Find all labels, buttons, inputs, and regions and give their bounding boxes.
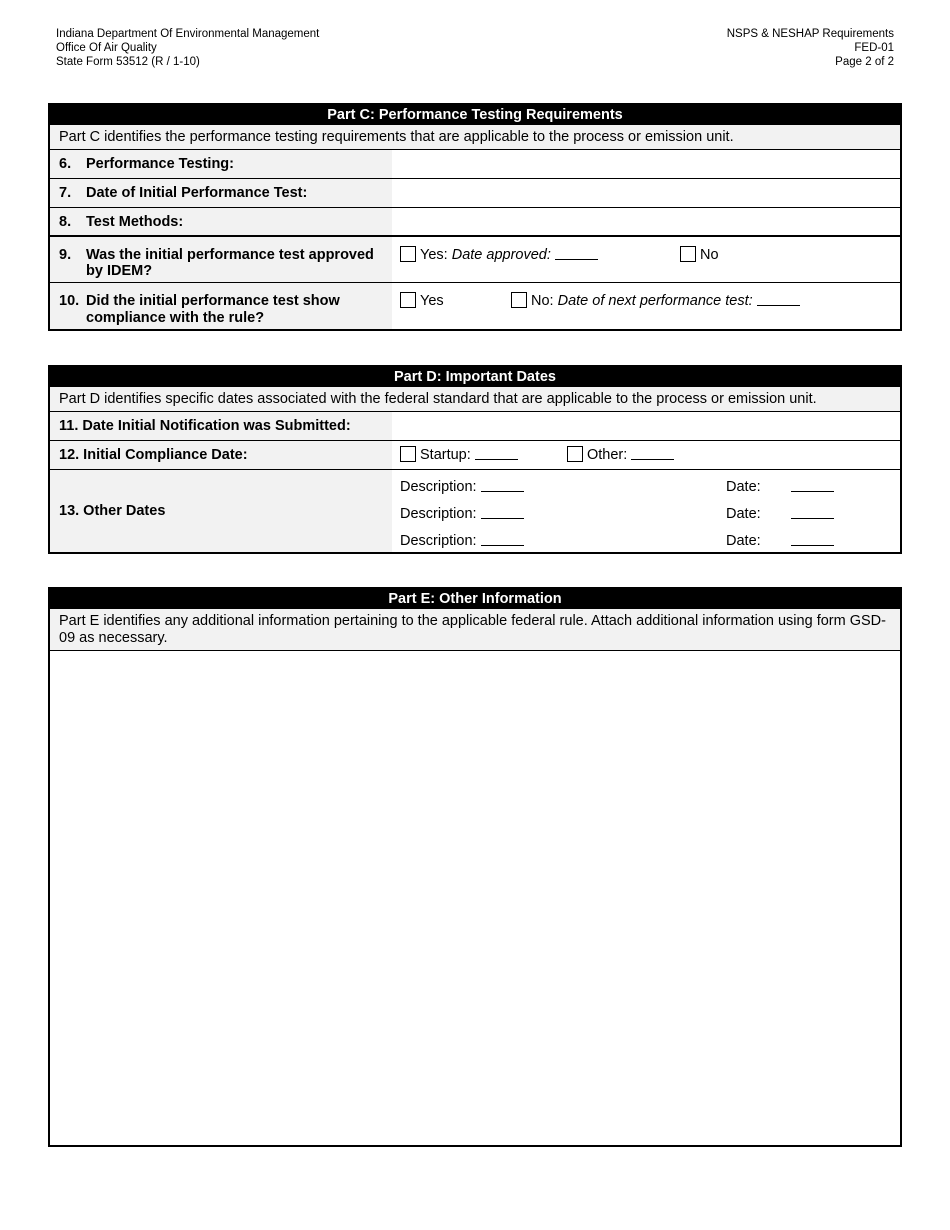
- description-3: [400, 533, 524, 549]
- next-test-date-label: Date of next performance test:: [557, 293, 753, 309]
- part-c-description: Part C identifies the performance testing requirements that are applicable to the process or emission unit.: [50, 125, 900, 150]
- part-e-section: [48, 587, 902, 1147]
- approved-yes-checkbox[interactable]: [400, 246, 416, 262]
- form-title: NSPS & NESHAP Requirements: [726, 28, 894, 40]
- row-label: 12. Initial Compliance Date:: [59, 447, 248, 463]
- part-d-title: Part D: Important Dates: [50, 367, 900, 387]
- performance-testing-field[interactable]: [392, 150, 900, 178]
- other-date-field[interactable]: [631, 447, 674, 460]
- row-test-methods: [50, 208, 900, 237]
- date-label: Date:: [726, 506, 761, 522]
- row-notification-date: [50, 412, 900, 441]
- row-label: 11. Date Initial Notification was Submitted:: [59, 418, 351, 434]
- other-label: Other:: [587, 447, 628, 463]
- row-initial-test-date: [50, 179, 900, 208]
- compliance-yes-checkbox[interactable]: [400, 292, 416, 308]
- office-name: Office Of Air Quality: [56, 41, 157, 54]
- row-label: Date of Initial Performance Test:: [86, 185, 308, 201]
- date-label: Date:: [726, 533, 761, 549]
- row-label: Performance Testing:: [86, 156, 234, 172]
- header-left: [56, 28, 319, 69]
- part-e-description: Part E identifies any additional information pertaining to the applicable federal rule. Attach additional information using form GSD-09 as necessary.: [50, 609, 900, 651]
- date-3: [726, 533, 834, 549]
- row-label: 13. Other Dates: [59, 503, 166, 519]
- row-compliance-date: [50, 441, 900, 470]
- date-2: [726, 506, 834, 522]
- description-field[interactable]: [481, 479, 524, 492]
- no-label: No:: [531, 293, 554, 309]
- approved-no-checkbox[interactable]: [680, 246, 696, 262]
- no-label: No: [700, 247, 719, 263]
- row-performance-testing: [50, 150, 900, 179]
- part-e-title: Part E: Other Information: [50, 589, 900, 609]
- startup-label: Startup:: [420, 447, 471, 463]
- row-number: 8.: [59, 213, 72, 230]
- row-number: 10.: [59, 293, 80, 309]
- other-checkbox[interactable]: [567, 446, 583, 462]
- date-field[interactable]: [791, 479, 834, 492]
- notification-date-field[interactable]: [392, 412, 900, 440]
- next-test-date-field[interactable]: [757, 293, 800, 306]
- startup-date-field[interactable]: [475, 447, 518, 460]
- row-other-dates: [50, 470, 900, 552]
- test-methods-field[interactable]: [392, 208, 900, 235]
- part-c-title: Part C: Performance Testing Requirements: [50, 105, 900, 125]
- yes-label: Yes:: [420, 247, 448, 263]
- page-number: Page 2 of 2: [835, 55, 894, 68]
- agency-name: Indiana Department Of Environmental Management: [56, 28, 320, 40]
- date-approved-label: Date approved:: [451, 247, 551, 263]
- row-number: 9.: [59, 247, 72, 263]
- row-label: Was the initial performance test approved by IDEM?: [86, 247, 374, 279]
- description-label: Description:: [400, 533, 477, 549]
- description-label: Description:: [400, 506, 477, 522]
- yes-label: Yes: [420, 293, 444, 309]
- date-1: [726, 479, 834, 495]
- part-d-description: Part D identifies specific dates associated with the federal standard that are applicable to the process or emission unit.: [50, 387, 900, 412]
- row-label: Did the initial performance test show compliance with the rule?: [86, 293, 340, 326]
- startup-checkbox[interactable]: [400, 446, 416, 462]
- part-d-section: [48, 365, 902, 554]
- header-right: [727, 28, 894, 69]
- date-field[interactable]: [791, 533, 834, 546]
- description-1: [400, 479, 524, 495]
- row-test-approved: [50, 237, 900, 283]
- other-information-field[interactable]: [50, 651, 900, 1145]
- date-field[interactable]: [791, 506, 834, 519]
- date-label: Date:: [726, 479, 761, 495]
- row-label: Test Methods:: [86, 213, 184, 230]
- form-code: FED-01: [854, 41, 894, 54]
- row-test-compliance: [50, 283, 900, 329]
- description-2: [400, 506, 524, 522]
- description-field[interactable]: [481, 533, 524, 546]
- row-number: 7.: [59, 185, 72, 201]
- initial-test-date-field[interactable]: [392, 179, 900, 207]
- part-c-section: [48, 103, 902, 331]
- description-field[interactable]: [481, 506, 524, 519]
- form-number: State Form 53512 (R / 1-10): [56, 55, 200, 68]
- description-label: Description:: [400, 479, 477, 495]
- row-number: 6.: [59, 156, 72, 172]
- date-approved-field[interactable]: [555, 247, 598, 260]
- compliance-no-checkbox[interactable]: [511, 292, 527, 308]
